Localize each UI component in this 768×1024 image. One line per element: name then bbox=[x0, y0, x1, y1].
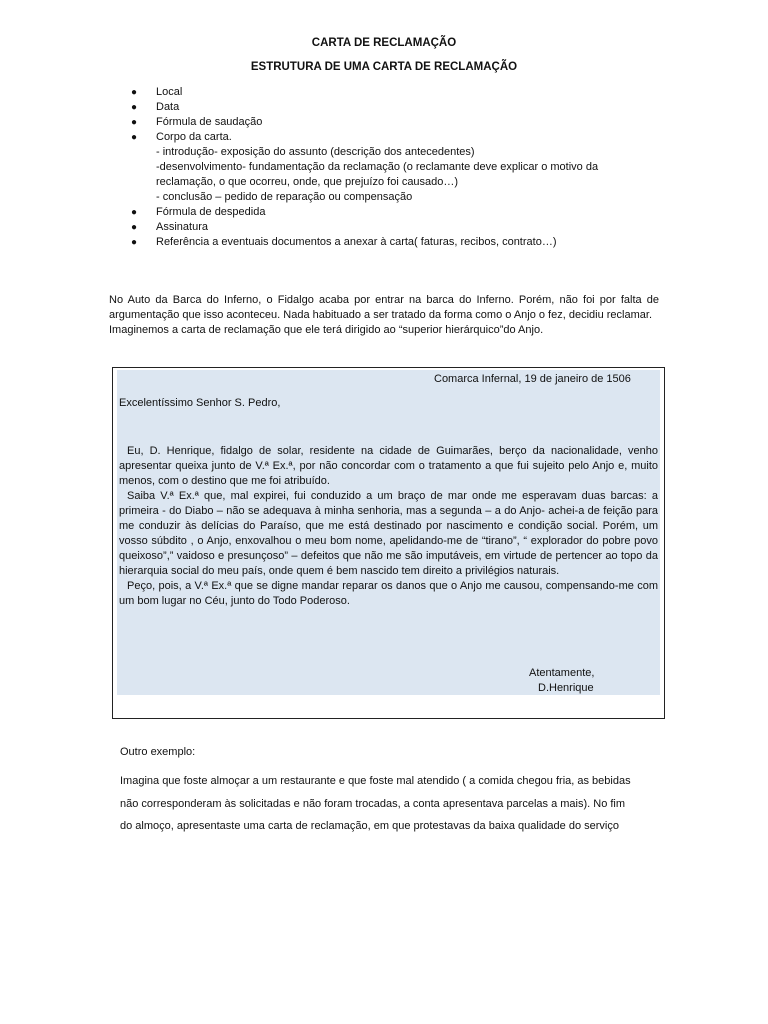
bullet-icon: ● bbox=[131, 132, 138, 143]
structure-item-saudacao: ● Fórmula de saudação bbox=[131, 116, 263, 128]
other-example-label: Outro exemplo: bbox=[120, 746, 196, 758]
page-subtitle: ESTRUTURA DE UMA CARTA DE RECLAMAÇÃO bbox=[250, 61, 518, 73]
structure-list bbox=[131, 85, 641, 250]
body-part-introducao: - introdução- exposição do assunto (descrição dos antecedentes) bbox=[156, 146, 475, 158]
bullet-icon: ● bbox=[131, 222, 138, 233]
letter-date: Comarca Infernal, 19 de janeiro de 1506 bbox=[434, 373, 631, 385]
letter-body bbox=[119, 444, 658, 609]
structure-item-despedida: ● Fórmula de despedida bbox=[131, 206, 266, 218]
bullet-icon: ● bbox=[131, 237, 138, 248]
structure-item-data: ● Data bbox=[131, 101, 180, 113]
bullet-icon: ● bbox=[131, 102, 138, 113]
bullet-icon: ● bbox=[131, 87, 138, 98]
body-part-desenvolvimento: -desenvolvimento- fundamentação da reclamação (o reclamante deve explicar o motivo da reclamação, o que ocorreu, onde, que prejuízo foi causado…) bbox=[156, 161, 599, 188]
structure-item-corpo: ● Corpo da carta. - introdução- exposição do assunto (descrição dos antecedentes) -desenvolvimento- fundamentação da reclamação (o reclamante deve explicar o motivo da reclamação, o que ocorreu, onde, que prejuízo foi causado…) - conclusão – pedido de reparação ou compensação bbox=[131, 130, 641, 205]
letter-paragraph: Saiba V.ª Ex.ª que, mal expirei, fui conduzido a um braço de mar onde me esperavam duas barcas: a primeira - do Diabo – não se adequava à minha senhoria, mas a segunda – a do Anjo- achei-a de feição para me conduzir às delícias do Paraíso, que me está destinado por nascimento e condição social. Porém, um vosso súbdito , o Anjo, enxovalhou o meu bom nome, apelidando-me de “tirano”, “ explorador do pobre povo queixoso”,” vaidoso e presunçoso” – defeitos que não me são imputáveis, em virtude de pertencer ao topo da hierarquia social do meu país, onde quem é bem nascido tem direito a privilégios naturais. bbox=[119, 490, 658, 577]
intro-text bbox=[109, 293, 659, 338]
structure-item-local: ● Local bbox=[131, 86, 183, 98]
bullet-icon: ● bbox=[131, 117, 138, 128]
letter-signature: D.Henrique bbox=[538, 682, 594, 694]
intro-paragraph: Imaginemos a carta de reclamação que ele terá dirigido ao “superior hierárquico”do Anjo. bbox=[109, 324, 544, 336]
letter-paragraph: Peço, pois, a V.ª Ex.ª que se digne mandar reparar os danos que o Anjo me causou, compensando-me com um bom lugar no Céu, junto do Todo Poderoso. bbox=[119, 580, 658, 607]
structure-item-referencia: ● Referência a eventuais documentos a anexar à carta( faturas, recibos, contrato…) bbox=[131, 236, 557, 248]
letter-closing: Atentamente, bbox=[529, 667, 595, 679]
body-part-conclusao: - conclusão – pedido de reparação ou compensação bbox=[156, 191, 413, 203]
structure-item-assinatura: ● Assinatura bbox=[131, 221, 208, 233]
intro-paragraph: No Auto da Barca do Inferno, o Fidalgo acaba por entrar na barca do Inferno. Porém, não foi por falta de argumentação que isso aconteceu. Nada habituado a ser tratado da forma como o Anjo o fez, decidiu reclamar. bbox=[109, 294, 659, 321]
page-title: CARTA DE RECLAMAÇÃO bbox=[311, 37, 457, 49]
letter-greeting: Excelentíssimo Senhor S. Pedro, bbox=[119, 397, 281, 409]
other-example-text: Imagina que foste almoçar a um restaurante e que foste mal atendido ( a comida chegou fria, as bebidas não corresponderam às solicitadas e não foram trocadas, a conta apresentava parcelas a mais). No fim do almoço, apresentaste uma carta de reclamação, em que protestavas da baixa qualidade do serviço bbox=[120, 775, 631, 832]
bullet-icon: ● bbox=[131, 207, 138, 218]
letter-paragraph: Eu, D. Henrique, fidalgo de solar, residente na cidade de Guimarães, berço da nacionalidade, venho apresentar queixa junto de V.ª Ex.ª, por não concordar com o tratamento a que fui sujeito pelo Anjo e, muito menos, com o destino que me foi atribuído. bbox=[119, 445, 658, 487]
